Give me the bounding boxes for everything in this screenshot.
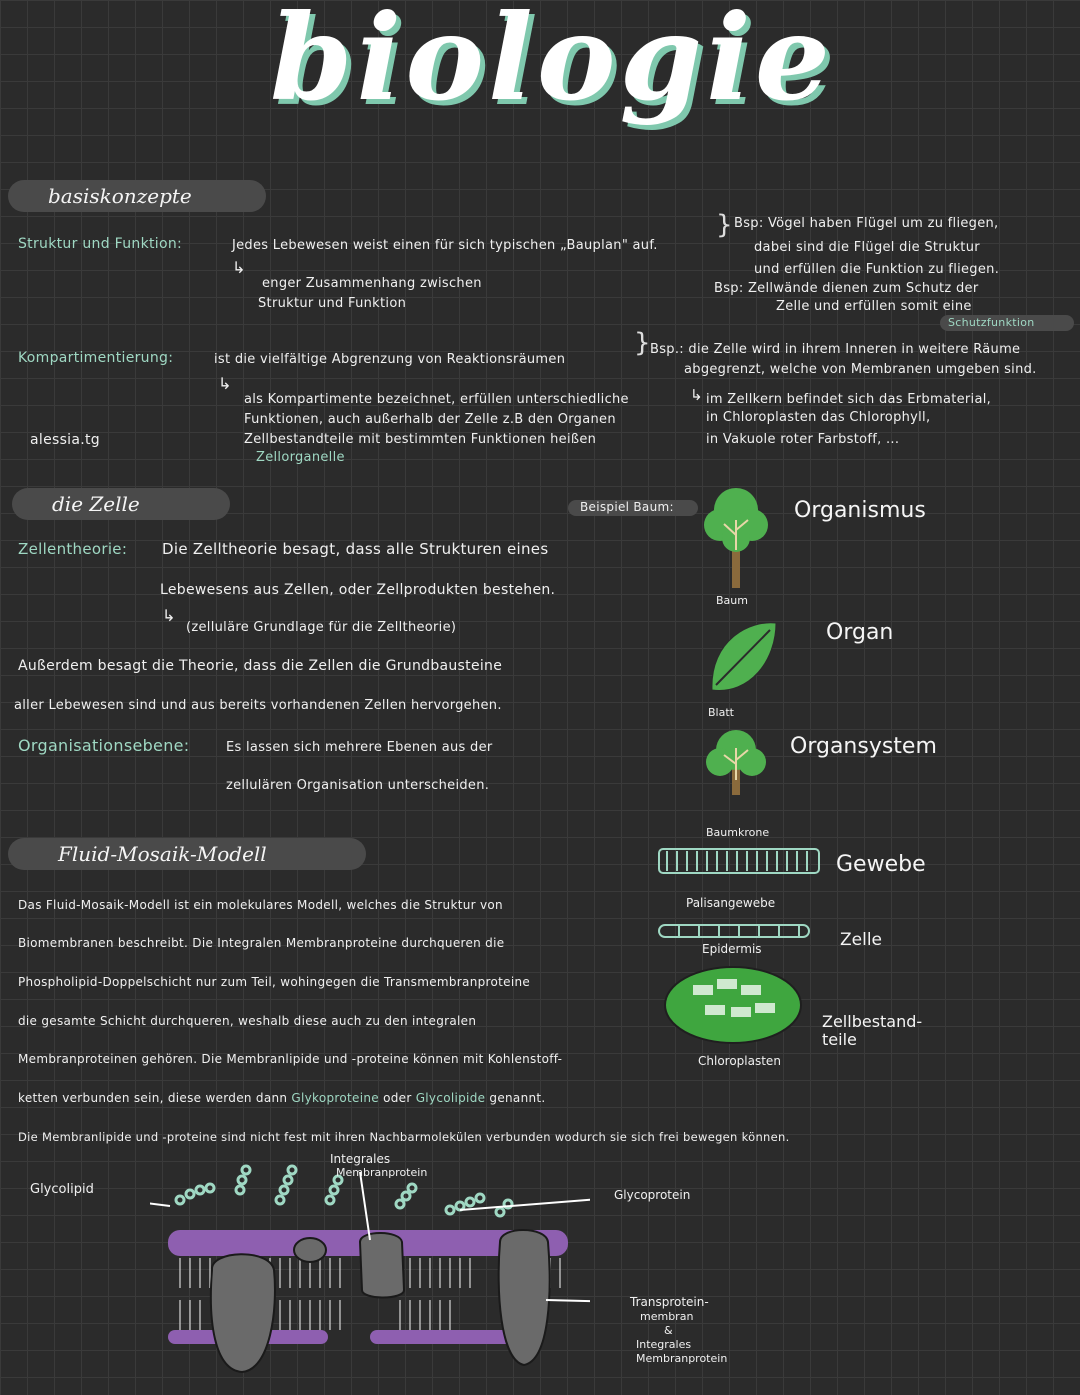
organisation-line2: zellulären Organisation unterscheiden. xyxy=(226,778,490,793)
label-transprotein-4: Integrales xyxy=(636,1338,692,1351)
fluid-line4: die gesamte Schicht durchqueren, weshalb diese auch zu den integralen xyxy=(18,1014,477,1028)
fluid-line1: Das Fluid-Mosaik-Modell ist ein molekulares Modell, welches die Struktur von xyxy=(18,898,503,912)
zellentheorie-line2: Lebewesens aus Zellen, oder Zellprodukten bestehen. xyxy=(160,582,556,598)
label-integral-2: Membranprotein xyxy=(336,1166,428,1179)
organisation-illustration xyxy=(690,480,820,880)
level-zellbestandteile-2: teile xyxy=(822,1030,857,1049)
struktur-sub1: enger Zusammenhang zwischen xyxy=(262,276,482,291)
arrow-icon: ↳ xyxy=(690,386,703,404)
fluid-line6: ketten verbunden sein, diese werden dann Glykoproteine oder Glycolipide genannt. xyxy=(18,1091,546,1105)
brace-icon: } xyxy=(716,210,733,240)
palisade-tissue-icon xyxy=(659,849,819,873)
zellentheorie-line3: (zelluläre Grundlage für die Zelltheorie) xyxy=(186,620,457,635)
section-header-basiskonzepte: basiskonzepte xyxy=(8,180,266,212)
arrow-icon: ↳ xyxy=(218,374,232,393)
level-zellbestandteile-1: Zellbestand- xyxy=(822,1012,923,1031)
level-zelle: Zelle xyxy=(840,930,883,950)
caption-baumkrone: Baumkrone xyxy=(706,826,770,839)
organisation-line1: Es lassen sich mehrere Ebenen aus der xyxy=(226,740,493,755)
caption-chloroplasten: Chloroplasten xyxy=(698,1054,781,1068)
caption-epidermis: Epidermis xyxy=(702,942,762,956)
zellentheorie-line4: Außerdem besagt die Theorie, dass die Zellen die Grundbausteine xyxy=(18,658,503,674)
label-transprotein-5: Membranprotein xyxy=(636,1352,728,1365)
kompartiment-ex2: abgegrenzt, welche von Membranen umgeben sind. xyxy=(684,362,1037,377)
chloroplast-icon xyxy=(665,967,801,1043)
level-organismus: Organismus xyxy=(794,498,926,523)
page-title: biologie xyxy=(270,0,834,127)
caption-baum: Baum xyxy=(716,594,748,607)
kompartiment-ex4: in Chloroplasten das Chlorophyll, xyxy=(706,410,931,425)
struktur-ex6: Schutzfunktion xyxy=(948,316,1035,329)
level-organ: Organ xyxy=(826,620,894,645)
kompartiment-sub3: Zellbestandteile mit bestimmten Funktionen heißen xyxy=(244,432,597,447)
author-label: alessia.tg xyxy=(30,432,100,448)
label-glycolipid: Glycolipid xyxy=(30,1182,94,1197)
zellentheorie-line1: Die Zelltheorie besagt, dass alle Strukturen eines xyxy=(162,540,549,558)
kompartiment-sub1: als Kompartimente bezeichnet, erfüllen unterschiedliche xyxy=(244,392,629,407)
label-transprotein-2: membran xyxy=(640,1310,694,1323)
kompartiment-text: ist die vielfältige Abgrenzung von Reaktionsräumen xyxy=(214,352,566,367)
level-gewebe: Gewebe xyxy=(836,852,926,877)
label-glycoprotein: Glycoprotein xyxy=(614,1188,691,1202)
kompartiment-sub4: Zellorganelle xyxy=(256,450,345,465)
section-header-fluid: Fluid-Mosaik-Modell xyxy=(8,838,366,870)
term-struktur: Struktur und Funktion: xyxy=(18,236,183,252)
kompartiment-sub2: Funktionen, auch außerhalb der Zelle z.B den Organen xyxy=(244,412,616,427)
kompartiment-ex3: im Zellkern befindet sich das Erbmaterial, xyxy=(706,392,992,407)
caption-blatt: Blatt xyxy=(708,706,734,719)
struktur-ex1: Bsp: Vögel haben Flügel um zu fliegen, xyxy=(734,216,999,231)
term-zellentheorie: Zellentheorie: xyxy=(18,540,128,558)
label-integral-1: Integrales xyxy=(330,1152,391,1166)
term-kompartimentierung: Kompartimentierung: xyxy=(18,350,174,366)
arrow-icon: ↳ xyxy=(162,606,176,625)
leaf-icon xyxy=(712,623,776,691)
kompartiment-ex5: in Vakuole roter Farbstoff, ... xyxy=(706,432,900,447)
struktur-text: Jedes Lebewesen weist einen für sich typischen „Bauplan" auf. xyxy=(232,238,658,253)
caption-palisangewebe: Palisangewebe xyxy=(686,896,776,910)
struktur-ex3: und erfüllen die Funktion zu fliegen. xyxy=(754,262,1000,277)
zellentheorie-line5: aller Lebewesen sind und aus bereits vorhandenen Zellen hervorgehen. xyxy=(14,698,502,713)
fluid-line7: Die Membranlipide und -proteine sind nicht fest mit ihren Nachbarmolekülen verbunden wodurch sie sich frei bewegen können. xyxy=(18,1130,790,1144)
section-header-zelle: die Zelle xyxy=(12,488,230,520)
struktur-ex5: Zelle und erfüllen somit eine xyxy=(776,299,972,314)
label-transprotein-1: Transprotein- xyxy=(630,1295,709,1309)
level-organsystem: Organsystem xyxy=(790,734,937,759)
term-organisation: Organisationsebene: xyxy=(18,736,190,755)
struktur-sub2: Struktur und Funktion xyxy=(258,296,407,311)
epidermis-icon xyxy=(659,925,809,937)
tree-crown-icon xyxy=(706,730,766,795)
arrow-icon: ↳ xyxy=(232,258,246,277)
tree-icon xyxy=(704,488,768,588)
beispiel-label: Beispiel Baum: xyxy=(580,500,674,514)
fluid-line2: Biomembranen beschreibt. Die Integralen Membranproteine durchqueren die xyxy=(18,936,505,950)
kompartiment-ex1: Bsp.: die Zelle wird in ihrem Inneren in weitere Räume xyxy=(650,342,1021,357)
brace-icon: } xyxy=(634,328,651,358)
fluid-line3: Phospholipid-Doppelschicht nur zum Teil, wohingegen die Transmembranproteine xyxy=(18,975,531,989)
fluid-line5: Membranproteinen gehören. Die Membranlipide und -proteine können mit Kohlenstoff- xyxy=(18,1052,563,1066)
label-transprotein-3: & xyxy=(664,1324,673,1337)
membrane-diagram xyxy=(150,1160,590,1380)
struktur-ex4: Bsp: Zellwände dienen zum Schutz der xyxy=(714,281,979,296)
struktur-ex2: dabei sind die Flügel die Struktur xyxy=(754,240,980,255)
